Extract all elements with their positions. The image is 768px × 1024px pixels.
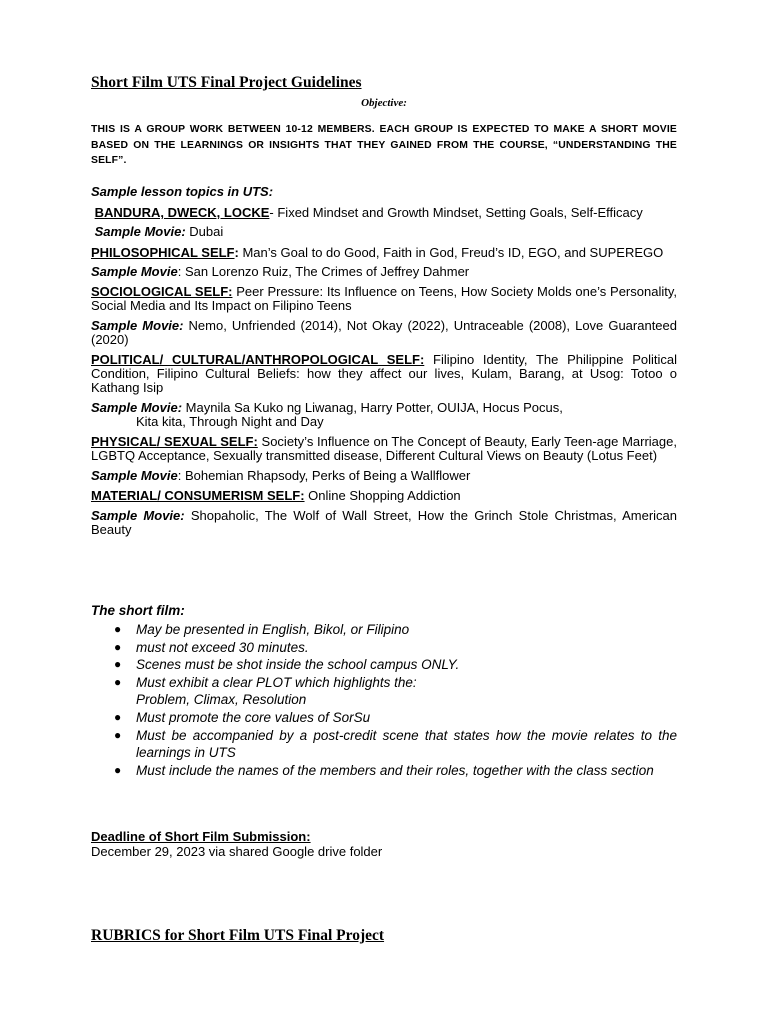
sample-movie-list: Nemo, Unfriended (2014), Not Okay (2022), Untraceable (2008), Love Guaranteed (2020)	[91, 318, 677, 347]
topic-label: PHYSICAL/ SEXUAL SELF:	[91, 434, 258, 449]
topic-sociological	[91, 285, 677, 313]
sample-movie-list: Shopaholic, The Wolf of Wall Street, How the Grinch Stole Christmas, American Beauty	[91, 508, 677, 537]
short-film-heading: The short film:	[91, 603, 185, 618]
rubrics-title: RUBRICS for Short Film UTS Final Project	[91, 927, 385, 944]
topic-label: SOCIOLOGICAL SELF:	[91, 284, 233, 299]
sample-movie-label: Sample Movie:	[91, 400, 183, 415]
sample-movie-bandura	[91, 225, 677, 239]
sample-movie-label: Sample Movie	[91, 468, 178, 483]
topic-text: Filipino Identity, The Philippine Political Condition, Filipino Cultural Beliefs: how they affect our lives, Kulam, Barang, at Usog: Totoo o Kathang Isip	[91, 352, 677, 395]
list-item: ● Scenes must be shot inside the school campus ONLY.	[114, 657, 460, 673]
topic-physical	[91, 435, 677, 463]
sample-movie-label: Sample Movie:	[94, 224, 186, 239]
sample-movie-label: Sample Movie	[91, 264, 178, 279]
deadline-heading: Deadline of Short Film Submission:	[91, 829, 311, 844]
list-item: ● Must include the names of the members and their roles, together with the class section	[114, 762, 654, 778]
sample-movie-list: Dubai	[189, 224, 224, 239]
topic-philosophical	[91, 246, 677, 260]
sample-movie-political	[91, 401, 677, 415]
topic-label: BANDURA, DWECK, LOCKE	[94, 205, 270, 220]
topics-heading: Sample lesson topics in UTS:	[91, 184, 274, 199]
topic-separator: -	[269, 205, 278, 220]
bullet-icon: ●	[114, 674, 122, 689]
topic-separator	[424, 352, 433, 367]
topic-political	[91, 353, 677, 395]
topic-label: POLITICAL/ CULTURAL/ANTHROPOLOGICAL SELF:	[91, 352, 425, 367]
sample-movie-sociological	[91, 319, 677, 347]
sample-movie-physical: Sample Movie: Bohemian Rhapsody, Perks of Being a Wallflower	[91, 468, 471, 483]
list-item: ● May be presented in English, Bikol, or Filipino	[114, 622, 410, 637]
sample-movie-political-continued: Kita kita, Through Night and Day	[136, 414, 324, 429]
list-item: ● Must exhibit a clear PLOT which highlights the: Problem, Climax, Resolution	[114, 674, 417, 708]
topic-text: Society’s Influence on The Concept of Beauty, Early Teen-age Marriage, LGBTQ Acceptance, Sexually transmitted disease, Different Cultural Views on Beauty (Lotus Feet)	[91, 434, 677, 463]
topic-label: PHILOSOPHICAL SELF	[91, 245, 235, 260]
plot-sub-line: Problem, Climax, Resolution	[136, 692, 307, 708]
bullet-icon: ●	[114, 727, 122, 742]
topic-text: Fixed Mindset and Growth Mindset, Setting Goals, Self-Efficacy	[277, 205, 643, 220]
bullet-icon: ●	[114, 762, 122, 777]
document-title: Short Film UTS Final Project Guidelines	[91, 74, 362, 91]
short-film-list	[91, 621, 677, 779]
topic-text: Online Shopping Addiction	[308, 488, 461, 503]
topics-section	[91, 185, 677, 537]
sample-movie-material	[91, 509, 677, 537]
topic-text: Man’s Goal to do Good, Faith in God, Freud’s ID, EGO, and SUPEREGO	[242, 245, 664, 260]
deadline-text: December 29, 2023 via shared Google drive folder	[91, 844, 383, 859]
sample-movie-list: San Lorenzo Ruiz, The Crimes of Jeffrey Dahmer	[184, 264, 470, 279]
short-film-section	[91, 603, 677, 779]
topic-label: MATERIAL/ CONSUMERISM SELF:	[91, 488, 305, 503]
deadline-section	[91, 829, 382, 859]
topic-separator: :	[234, 245, 243, 260]
topic-material	[91, 489, 677, 503]
list-item: ● Must promote the core values of SorSu	[114, 709, 371, 725]
objective-text: Objective:	[361, 97, 407, 109]
sample-movie-list: Bohemian Rhapsody, Perks of Being a Wallflower	[184, 468, 471, 483]
topic-bandura	[91, 206, 677, 220]
list-item: ● Must be accompanied by a post-credit scene that states how the movie relates to the learnings in UTS	[114, 727, 677, 761]
sample-movie-label: Sample Movie:	[91, 318, 184, 333]
sample-movie-label: Sample Movie:	[91, 508, 185, 523]
objective-label	[0, 97, 768, 109]
topic-text: Peer Pressure: Its Influence on Teens, How Society Molds one’s Personality, Social Media and Its Impact on Filipino Teens	[91, 284, 677, 313]
bullet-icon: ●	[114, 622, 122, 636]
sample-movie-philosophical: Sample Movie: San Lorenzo Ruiz, The Crimes of Jeffrey Dahmer	[91, 264, 470, 279]
sample-movie-list: Maynila Sa Kuko ng Liwanag, Harry Potter, OUIJA, Hocus Pocus,	[185, 400, 563, 415]
bullet-icon: ●	[114, 657, 122, 672]
bullet-icon: ●	[114, 639, 122, 654]
list-item: ● must not exceed 30 minutes.	[114, 639, 309, 655]
bullet-icon: ●	[114, 709, 122, 724]
intro-paragraph: THIS IS A GROUP WORK BETWEEN 10-12 MEMBERS. EACH GROUP IS EXPECTED TO MAKE A SHORT MOVIE BASED ON THE LEARNINGS OR INSIGHTS THAT THEY GAINED FROM THE COURSE, “UNDERSTANDING THE SELF”.	[91, 124, 677, 166]
